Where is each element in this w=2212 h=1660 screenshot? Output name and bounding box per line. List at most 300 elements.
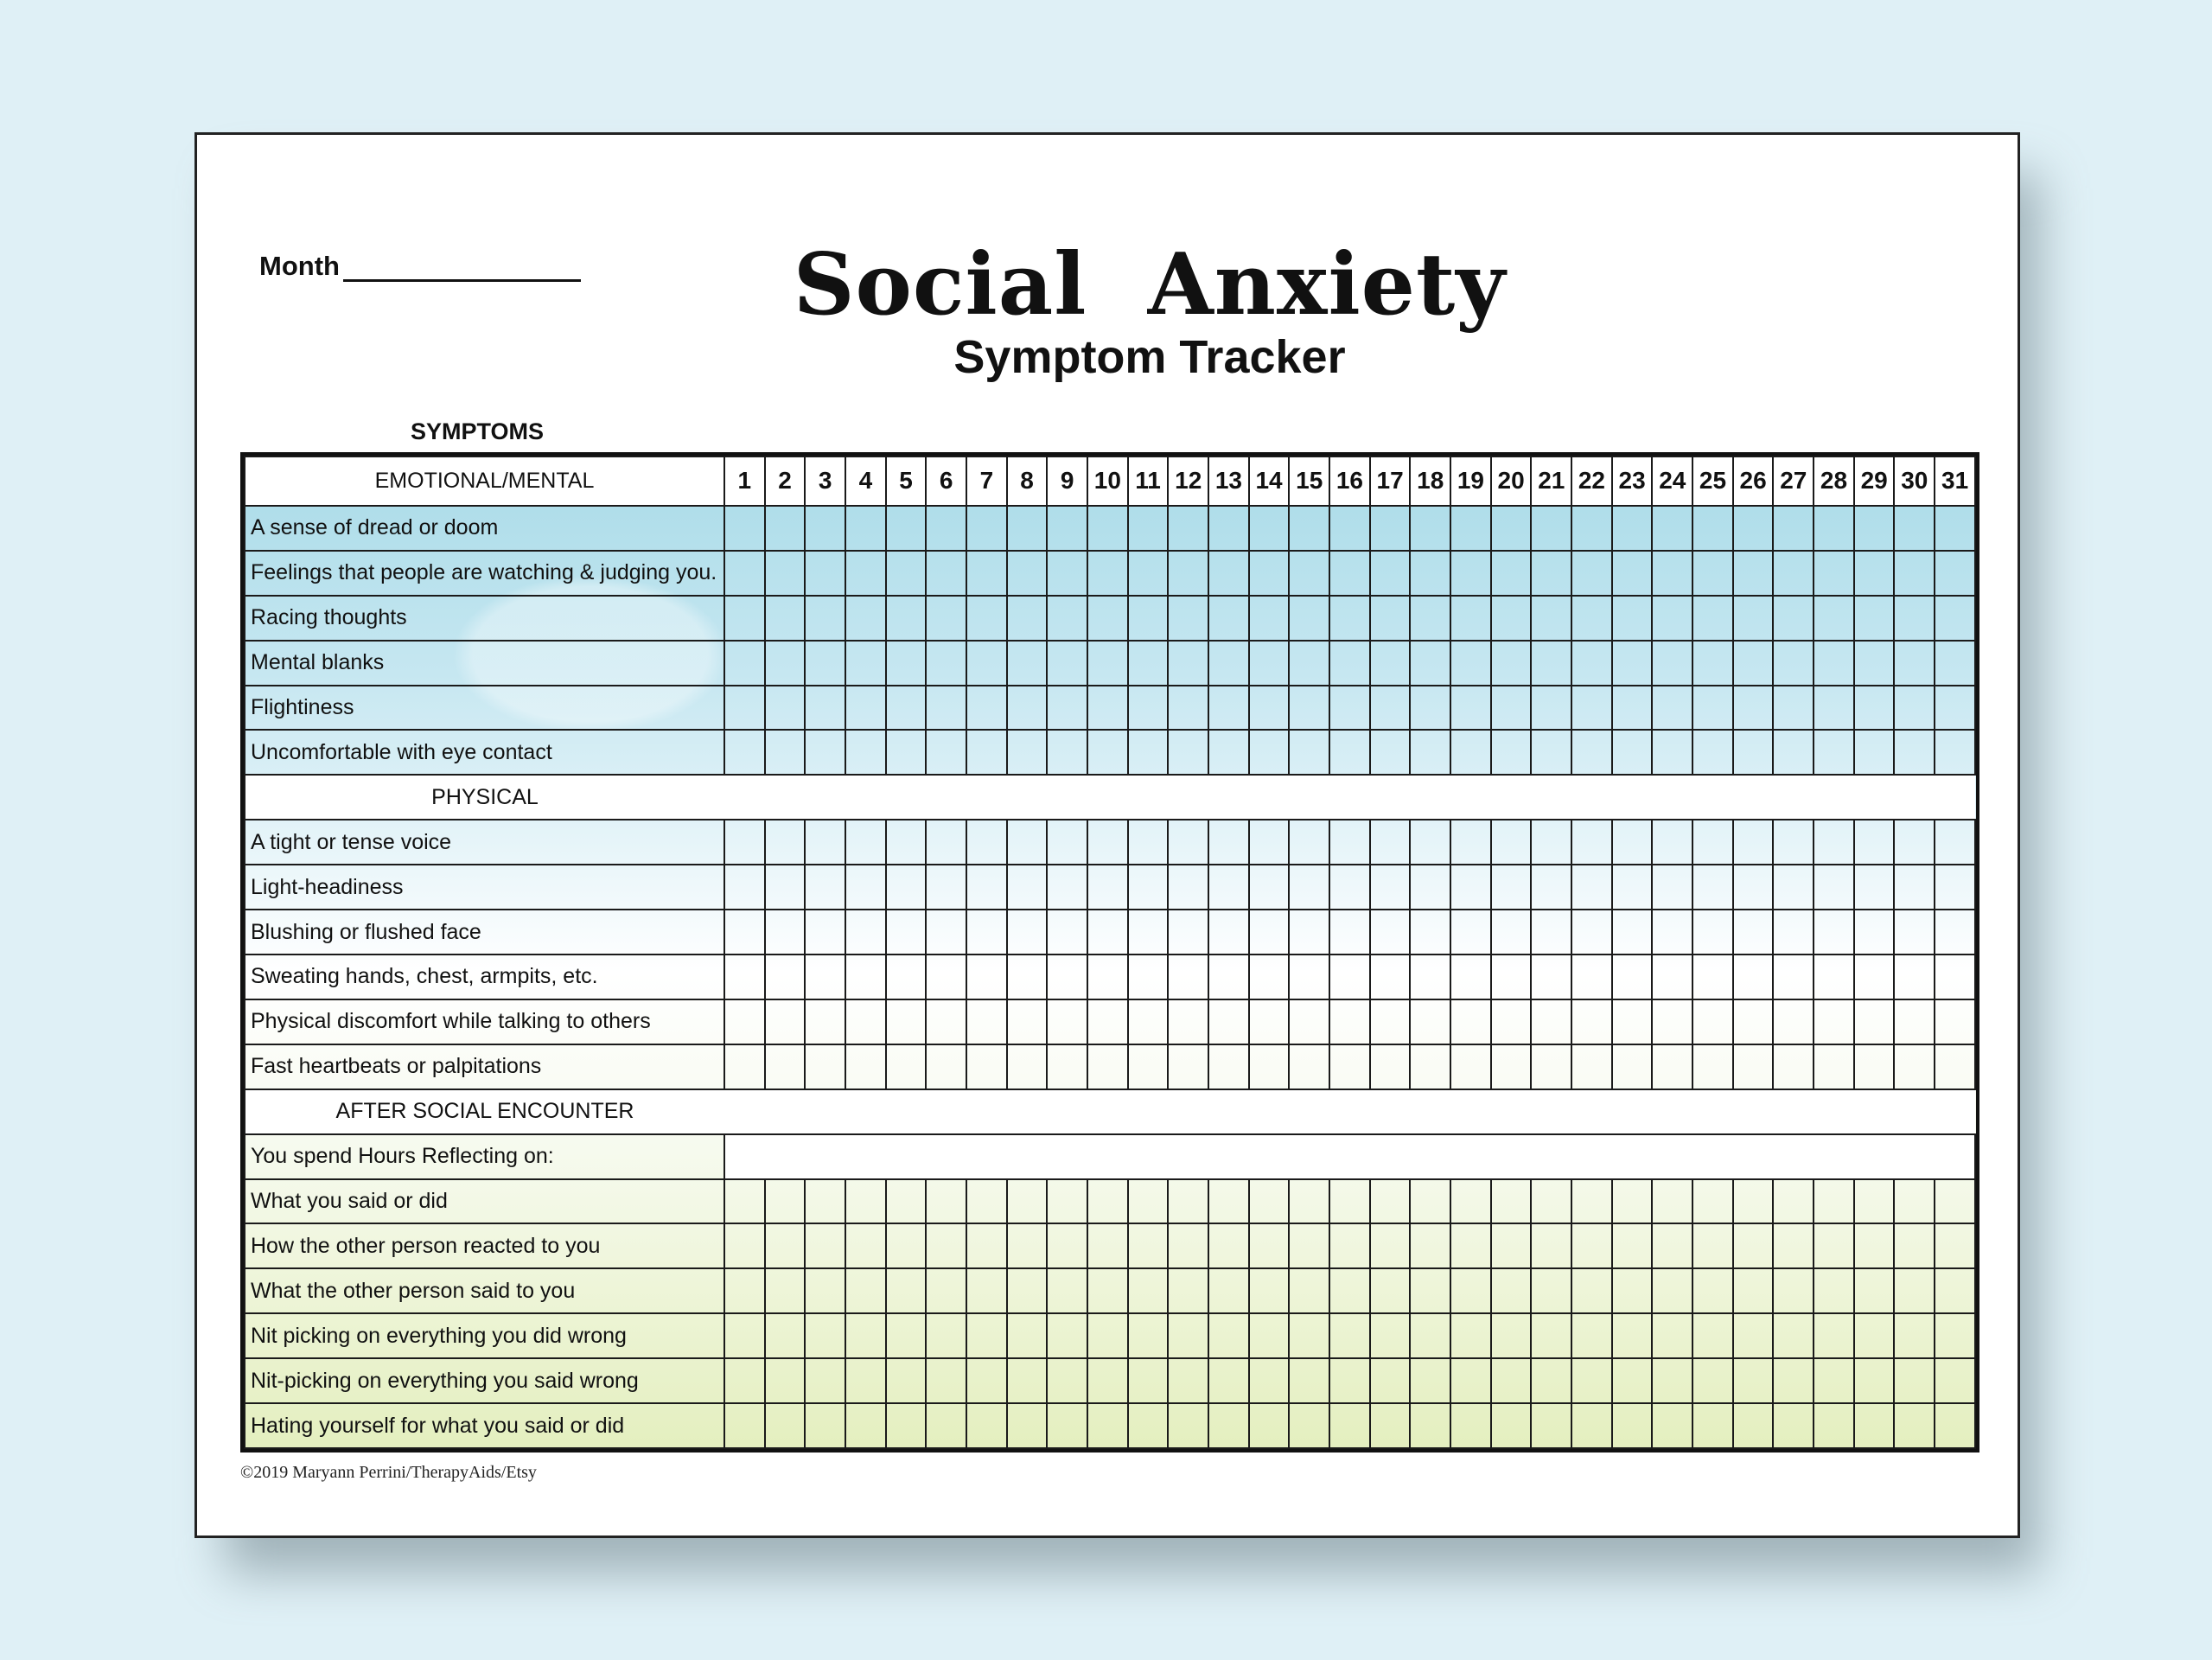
day-check-cell[interactable] [1410, 551, 1450, 596]
day-check-cell[interactable] [966, 865, 1007, 910]
day-check-cell[interactable] [1894, 730, 1935, 775]
day-check-cell[interactable] [1571, 506, 1612, 551]
day-check-cell[interactable] [1047, 1044, 1087, 1089]
day-check-cell[interactable] [1652, 1358, 1692, 1403]
day-check-cell[interactable] [926, 596, 966, 641]
day-check-cell[interactable] [1814, 641, 1854, 686]
day-check-cell[interactable] [1168, 641, 1208, 686]
day-check-cell[interactable] [1733, 1223, 1774, 1268]
day-check-cell[interactable] [1370, 1044, 1411, 1089]
day-check-cell[interactable] [805, 1223, 845, 1268]
day-check-cell[interactable] [845, 1223, 886, 1268]
day-check-cell[interactable] [1491, 1268, 1532, 1313]
day-check-cell[interactable] [1652, 551, 1692, 596]
day-check-cell[interactable] [724, 1358, 765, 1403]
day-check-cell[interactable] [1692, 865, 1733, 910]
day-check-cell[interactable] [805, 910, 845, 954]
day-check-cell[interactable] [724, 820, 765, 865]
day-check-cell[interactable] [966, 506, 1007, 551]
day-check-cell[interactable] [1612, 1044, 1653, 1089]
day-check-cell[interactable] [1571, 954, 1612, 999]
day-check-cell[interactable] [1935, 551, 1975, 596]
day-check-cell[interactable] [1168, 820, 1208, 865]
day-check-cell[interactable] [1854, 1358, 1895, 1403]
day-check-cell[interactable] [1491, 551, 1532, 596]
day-check-cell[interactable] [1047, 551, 1087, 596]
day-check-cell[interactable] [1571, 1313, 1612, 1358]
day-check-cell[interactable] [1692, 551, 1733, 596]
day-check-cell[interactable] [1652, 730, 1692, 775]
day-check-cell[interactable] [1491, 730, 1532, 775]
day-check-cell[interactable] [1854, 910, 1895, 954]
day-check-cell[interactable] [1208, 1179, 1249, 1224]
day-check-cell[interactable] [1773, 596, 1814, 641]
day-check-cell[interactable] [845, 865, 886, 910]
day-check-cell[interactable] [1168, 730, 1208, 775]
day-check-cell[interactable] [1249, 1223, 1290, 1268]
day-check-cell[interactable] [1329, 641, 1370, 686]
day-check-cell[interactable] [1249, 641, 1290, 686]
day-check-cell[interactable] [1087, 1044, 1128, 1089]
day-check-cell[interactable] [1249, 820, 1290, 865]
day-check-cell[interactable] [1491, 641, 1532, 686]
day-check-cell[interactable] [765, 1313, 806, 1358]
day-check-cell[interactable] [1652, 1223, 1692, 1268]
day-check-cell[interactable] [1935, 1313, 1975, 1358]
day-check-cell[interactable] [886, 1358, 927, 1403]
day-check-cell[interactable] [1854, 686, 1895, 731]
day-check-cell[interactable] [966, 551, 1007, 596]
day-check-cell[interactable] [1007, 1403, 1048, 1448]
day-check-cell[interactable] [1047, 686, 1087, 731]
day-check-cell[interactable] [1652, 1403, 1692, 1448]
day-check-cell[interactable] [1935, 999, 1975, 1044]
day-check-cell[interactable] [966, 1223, 1007, 1268]
day-check-cell[interactable] [1087, 820, 1128, 865]
day-check-cell[interactable] [886, 1044, 927, 1089]
day-check-cell[interactable] [886, 551, 927, 596]
day-check-cell[interactable] [886, 954, 927, 999]
day-check-cell[interactable] [1733, 551, 1774, 596]
day-check-cell[interactable] [926, 1044, 966, 1089]
day-check-cell[interactable] [1410, 686, 1450, 731]
day-check-cell[interactable] [724, 596, 765, 641]
day-check-cell[interactable] [1370, 1313, 1411, 1358]
day-check-cell[interactable] [1208, 1268, 1249, 1313]
day-check-cell[interactable] [1854, 1313, 1895, 1358]
day-check-cell[interactable] [966, 1403, 1007, 1448]
day-check-cell[interactable] [1814, 1313, 1854, 1358]
day-check-cell[interactable] [1692, 641, 1733, 686]
day-check-cell[interactable] [1612, 1179, 1653, 1224]
day-check-cell[interactable] [1854, 551, 1895, 596]
day-check-cell[interactable] [1733, 1403, 1774, 1448]
day-check-cell[interactable] [765, 910, 806, 954]
day-check-cell[interactable] [1894, 999, 1935, 1044]
day-check-cell[interactable] [1814, 686, 1854, 731]
day-check-cell[interactable] [1571, 641, 1612, 686]
day-check-cell[interactable] [1047, 865, 1087, 910]
day-check-cell[interactable] [1249, 551, 1290, 596]
day-check-cell[interactable] [1208, 1313, 1249, 1358]
day-check-cell[interactable] [1208, 910, 1249, 954]
day-check-cell[interactable] [1894, 1223, 1935, 1268]
day-check-cell[interactable] [1854, 641, 1895, 686]
day-check-cell[interactable] [966, 954, 1007, 999]
day-check-cell[interactable] [1692, 999, 1733, 1044]
day-check-cell[interactable] [1692, 1044, 1733, 1089]
day-check-cell[interactable] [1773, 551, 1814, 596]
day-check-cell[interactable] [1612, 506, 1653, 551]
day-check-cell[interactable] [1773, 820, 1814, 865]
day-check-cell[interactable] [1894, 820, 1935, 865]
day-check-cell[interactable] [1692, 1313, 1733, 1358]
day-check-cell[interactable] [1370, 686, 1411, 731]
day-check-cell[interactable] [1571, 596, 1612, 641]
day-check-cell[interactable] [1692, 1403, 1733, 1448]
day-check-cell[interactable] [1410, 1268, 1450, 1313]
day-check-cell[interactable] [1410, 1358, 1450, 1403]
day-check-cell[interactable] [724, 1179, 765, 1224]
day-check-cell[interactable] [724, 1313, 765, 1358]
day-check-cell[interactable] [886, 910, 927, 954]
day-check-cell[interactable] [1894, 506, 1935, 551]
day-check-cell[interactable] [724, 1403, 765, 1448]
day-check-cell[interactable] [724, 551, 765, 596]
day-check-cell[interactable] [1329, 865, 1370, 910]
day-check-cell[interactable] [1450, 1223, 1491, 1268]
day-check-cell[interactable] [1168, 865, 1208, 910]
day-check-cell[interactable] [1612, 1403, 1653, 1448]
day-check-cell[interactable] [1935, 730, 1975, 775]
day-check-cell[interactable] [1491, 954, 1532, 999]
day-check-cell[interactable] [1370, 910, 1411, 954]
day-check-cell[interactable] [1007, 1044, 1048, 1089]
day-check-cell[interactable] [1531, 1044, 1571, 1089]
day-check-cell[interactable] [1047, 820, 1087, 865]
day-check-cell[interactable] [765, 1044, 806, 1089]
day-check-cell[interactable] [1128, 910, 1169, 954]
day-check-cell[interactable] [1087, 1358, 1128, 1403]
day-check-cell[interactable] [926, 1313, 966, 1358]
day-check-cell[interactable] [1733, 596, 1774, 641]
day-check-cell[interactable] [1168, 506, 1208, 551]
day-check-cell[interactable] [1128, 1268, 1169, 1313]
day-check-cell[interactable] [1612, 641, 1653, 686]
day-check-cell[interactable] [1007, 1358, 1048, 1403]
day-check-cell[interactable] [805, 506, 845, 551]
day-check-cell[interactable] [1773, 1179, 1814, 1224]
day-check-cell[interactable] [845, 506, 886, 551]
day-check-cell[interactable] [926, 1268, 966, 1313]
day-check-cell[interactable] [966, 1358, 1007, 1403]
day-check-cell[interactable] [1370, 1223, 1411, 1268]
day-check-cell[interactable] [1894, 1358, 1935, 1403]
day-check-cell[interactable] [1894, 686, 1935, 731]
day-check-cell[interactable] [1128, 865, 1169, 910]
day-check-cell[interactable] [966, 1179, 1007, 1224]
day-check-cell[interactable] [1854, 1044, 1895, 1089]
day-check-cell[interactable] [1935, 954, 1975, 999]
day-check-cell[interactable] [1773, 954, 1814, 999]
day-check-cell[interactable] [886, 641, 927, 686]
day-check-cell[interactable] [1491, 999, 1532, 1044]
day-check-cell[interactable] [1652, 910, 1692, 954]
day-check-cell[interactable] [926, 865, 966, 910]
day-check-cell[interactable] [966, 641, 1007, 686]
day-check-cell[interactable] [926, 730, 966, 775]
day-check-cell[interactable] [1652, 506, 1692, 551]
day-check-cell[interactable] [1733, 910, 1774, 954]
day-check-cell[interactable] [1652, 999, 1692, 1044]
day-check-cell[interactable] [1410, 1044, 1450, 1089]
day-check-cell[interactable] [724, 641, 765, 686]
day-check-cell[interactable] [1773, 506, 1814, 551]
day-check-cell[interactable] [1208, 1403, 1249, 1448]
day-check-cell[interactable] [845, 954, 886, 999]
day-check-cell[interactable] [765, 641, 806, 686]
day-check-cell[interactable] [1652, 686, 1692, 731]
day-check-cell[interactable] [1087, 865, 1128, 910]
day-check-cell[interactable] [966, 686, 1007, 731]
day-check-cell[interactable] [1571, 1268, 1612, 1313]
day-check-cell[interactable] [1047, 910, 1087, 954]
day-check-cell[interactable] [1450, 1358, 1491, 1403]
day-check-cell[interactable] [1249, 910, 1290, 954]
day-check-cell[interactable] [1087, 954, 1128, 999]
day-check-cell[interactable] [1612, 1313, 1653, 1358]
day-check-cell[interactable] [1007, 596, 1048, 641]
day-check-cell[interactable] [1047, 1179, 1087, 1224]
day-check-cell[interactable] [1450, 910, 1491, 954]
day-check-cell[interactable] [1733, 954, 1774, 999]
day-check-cell[interactable] [1733, 999, 1774, 1044]
day-check-cell[interactable] [1087, 686, 1128, 731]
day-check-cell[interactable] [886, 730, 927, 775]
day-check-cell[interactable] [1652, 641, 1692, 686]
day-check-cell[interactable] [805, 641, 845, 686]
day-check-cell[interactable] [1612, 999, 1653, 1044]
day-check-cell[interactable] [1692, 506, 1733, 551]
day-check-cell[interactable] [926, 1358, 966, 1403]
day-check-cell[interactable] [845, 641, 886, 686]
day-check-cell[interactable] [1168, 1268, 1208, 1313]
day-check-cell[interactable] [805, 596, 845, 641]
day-check-cell[interactable] [1168, 954, 1208, 999]
day-check-cell[interactable] [1168, 999, 1208, 1044]
day-check-cell[interactable] [1370, 820, 1411, 865]
day-check-cell[interactable] [1329, 1179, 1370, 1224]
day-check-cell[interactable] [886, 686, 927, 731]
day-check-cell[interactable] [1370, 1403, 1411, 1448]
day-check-cell[interactable] [1894, 551, 1935, 596]
day-check-cell[interactable] [1652, 596, 1692, 641]
day-check-cell[interactable] [886, 999, 927, 1044]
day-check-cell[interactable] [805, 954, 845, 999]
day-check-cell[interactable] [1854, 730, 1895, 775]
day-check-cell[interactable] [1652, 865, 1692, 910]
day-check-cell[interactable] [1814, 730, 1854, 775]
day-check-cell[interactable] [845, 1358, 886, 1403]
day-check-cell[interactable] [1208, 1044, 1249, 1089]
day-check-cell[interactable] [1612, 596, 1653, 641]
day-check-cell[interactable] [1410, 1179, 1450, 1224]
day-check-cell[interactable] [926, 999, 966, 1044]
day-check-cell[interactable] [1208, 999, 1249, 1044]
day-check-cell[interactable] [1329, 954, 1370, 999]
day-check-cell[interactable] [1289, 1358, 1329, 1403]
day-check-cell[interactable] [1007, 865, 1048, 910]
day-check-cell[interactable] [1087, 1313, 1128, 1358]
day-check-cell[interactable] [1047, 641, 1087, 686]
day-check-cell[interactable] [1894, 596, 1935, 641]
day-check-cell[interactable] [1007, 1268, 1048, 1313]
day-check-cell[interactable] [1249, 999, 1290, 1044]
day-check-cell[interactable] [1571, 1358, 1612, 1403]
day-check-cell[interactable] [1935, 1358, 1975, 1403]
day-check-cell[interactable] [1047, 1223, 1087, 1268]
day-check-cell[interactable] [1814, 1179, 1854, 1224]
day-check-cell[interactable] [1612, 1268, 1653, 1313]
day-check-cell[interactable] [1289, 641, 1329, 686]
day-check-cell[interactable] [1491, 686, 1532, 731]
day-check-cell[interactable] [1208, 865, 1249, 910]
day-check-cell[interactable] [1370, 1268, 1411, 1313]
day-check-cell[interactable] [1773, 865, 1814, 910]
day-check-cell[interactable] [1047, 596, 1087, 641]
day-check-cell[interactable] [724, 1223, 765, 1268]
day-check-cell[interactable] [1733, 730, 1774, 775]
day-check-cell[interactable] [1733, 1179, 1774, 1224]
day-check-cell[interactable] [1854, 506, 1895, 551]
day-check-cell[interactable] [1450, 1179, 1491, 1224]
day-check-cell[interactable] [1692, 910, 1733, 954]
day-check-cell[interactable] [1007, 551, 1048, 596]
day-check-cell[interactable] [1249, 1358, 1290, 1403]
day-check-cell[interactable] [724, 1268, 765, 1313]
day-check-cell[interactable] [1208, 641, 1249, 686]
day-check-cell[interactable] [1168, 551, 1208, 596]
day-check-cell[interactable] [1733, 1358, 1774, 1403]
day-check-cell[interactable] [1935, 686, 1975, 731]
day-check-cell[interactable] [1773, 1223, 1814, 1268]
day-check-cell[interactable] [1814, 551, 1854, 596]
day-check-cell[interactable] [1652, 954, 1692, 999]
day-check-cell[interactable] [1814, 1403, 1854, 1448]
day-check-cell[interactable] [1450, 1313, 1491, 1358]
day-check-cell[interactable] [805, 1044, 845, 1089]
day-check-cell[interactable] [1007, 641, 1048, 686]
day-check-cell[interactable] [1612, 910, 1653, 954]
day-check-cell[interactable] [1087, 730, 1128, 775]
day-check-cell[interactable] [1329, 999, 1370, 1044]
day-check-cell[interactable] [1249, 1403, 1290, 1448]
day-check-cell[interactable] [1450, 820, 1491, 865]
day-check-cell[interactable] [845, 551, 886, 596]
day-check-cell[interactable] [1935, 1268, 1975, 1313]
day-check-cell[interactable] [1128, 730, 1169, 775]
day-check-cell[interactable] [1935, 820, 1975, 865]
day-check-cell[interactable] [1612, 865, 1653, 910]
day-check-cell[interactable] [1894, 1403, 1935, 1448]
day-check-cell[interactable] [1814, 820, 1854, 865]
day-check-cell[interactable] [1289, 820, 1329, 865]
day-check-cell[interactable] [765, 1403, 806, 1448]
day-check-cell[interactable] [805, 686, 845, 731]
day-check-cell[interactable] [886, 506, 927, 551]
day-check-cell[interactable] [1733, 506, 1774, 551]
day-check-cell[interactable] [1491, 820, 1532, 865]
day-check-cell[interactable] [1410, 506, 1450, 551]
day-check-cell[interactable] [724, 910, 765, 954]
day-check-cell[interactable] [886, 1403, 927, 1448]
day-check-cell[interactable] [1612, 730, 1653, 775]
day-check-cell[interactable] [1733, 865, 1774, 910]
day-check-cell[interactable] [1007, 820, 1048, 865]
day-check-cell[interactable] [1128, 954, 1169, 999]
day-check-cell[interactable] [724, 1044, 765, 1089]
day-check-cell[interactable] [1773, 730, 1814, 775]
day-check-cell[interactable] [1410, 596, 1450, 641]
day-check-cell[interactable] [1531, 551, 1571, 596]
day-check-cell[interactable] [1814, 865, 1854, 910]
day-check-cell[interactable] [1289, 999, 1329, 1044]
day-check-cell[interactable] [1450, 641, 1491, 686]
day-check-cell[interactable] [926, 686, 966, 731]
day-check-cell[interactable] [1410, 999, 1450, 1044]
day-check-cell[interactable] [1410, 1403, 1450, 1448]
day-check-cell[interactable] [805, 730, 845, 775]
day-check-cell[interactable] [724, 999, 765, 1044]
day-check-cell[interactable] [926, 1403, 966, 1448]
day-check-cell[interactable] [1814, 506, 1854, 551]
day-check-cell[interactable] [805, 820, 845, 865]
day-check-cell[interactable] [1128, 686, 1169, 731]
day-check-cell[interactable] [1208, 820, 1249, 865]
day-check-cell[interactable] [1854, 1223, 1895, 1268]
day-check-cell[interactable] [1087, 641, 1128, 686]
day-check-cell[interactable] [1047, 730, 1087, 775]
day-check-cell[interactable] [1289, 954, 1329, 999]
day-check-cell[interactable] [1047, 1403, 1087, 1448]
day-check-cell[interactable] [886, 865, 927, 910]
day-check-cell[interactable] [845, 1403, 886, 1448]
day-check-cell[interactable] [1450, 730, 1491, 775]
day-check-cell[interactable] [1773, 1044, 1814, 1089]
day-check-cell[interactable] [1410, 910, 1450, 954]
day-check-cell[interactable] [1854, 820, 1895, 865]
day-check-cell[interactable] [1249, 686, 1290, 731]
day-check-cell[interactable] [1814, 1044, 1854, 1089]
day-check-cell[interactable] [845, 1179, 886, 1224]
day-check-cell[interactable] [1612, 820, 1653, 865]
day-check-cell[interactable] [1128, 1223, 1169, 1268]
day-check-cell[interactable] [1935, 596, 1975, 641]
day-check-cell[interactable] [1208, 1223, 1249, 1268]
day-check-cell[interactable] [1733, 1268, 1774, 1313]
day-check-cell[interactable] [1491, 1313, 1532, 1358]
day-check-cell[interactable] [1571, 686, 1612, 731]
day-check-cell[interactable] [805, 865, 845, 910]
day-check-cell[interactable] [1491, 1179, 1532, 1224]
day-check-cell[interactable] [1692, 1223, 1733, 1268]
day-check-cell[interactable] [926, 551, 966, 596]
day-check-cell[interactable] [1370, 954, 1411, 999]
day-check-cell[interactable] [805, 1268, 845, 1313]
day-check-cell[interactable] [1450, 865, 1491, 910]
day-check-cell[interactable] [1289, 506, 1329, 551]
day-check-cell[interactable] [1491, 1223, 1532, 1268]
